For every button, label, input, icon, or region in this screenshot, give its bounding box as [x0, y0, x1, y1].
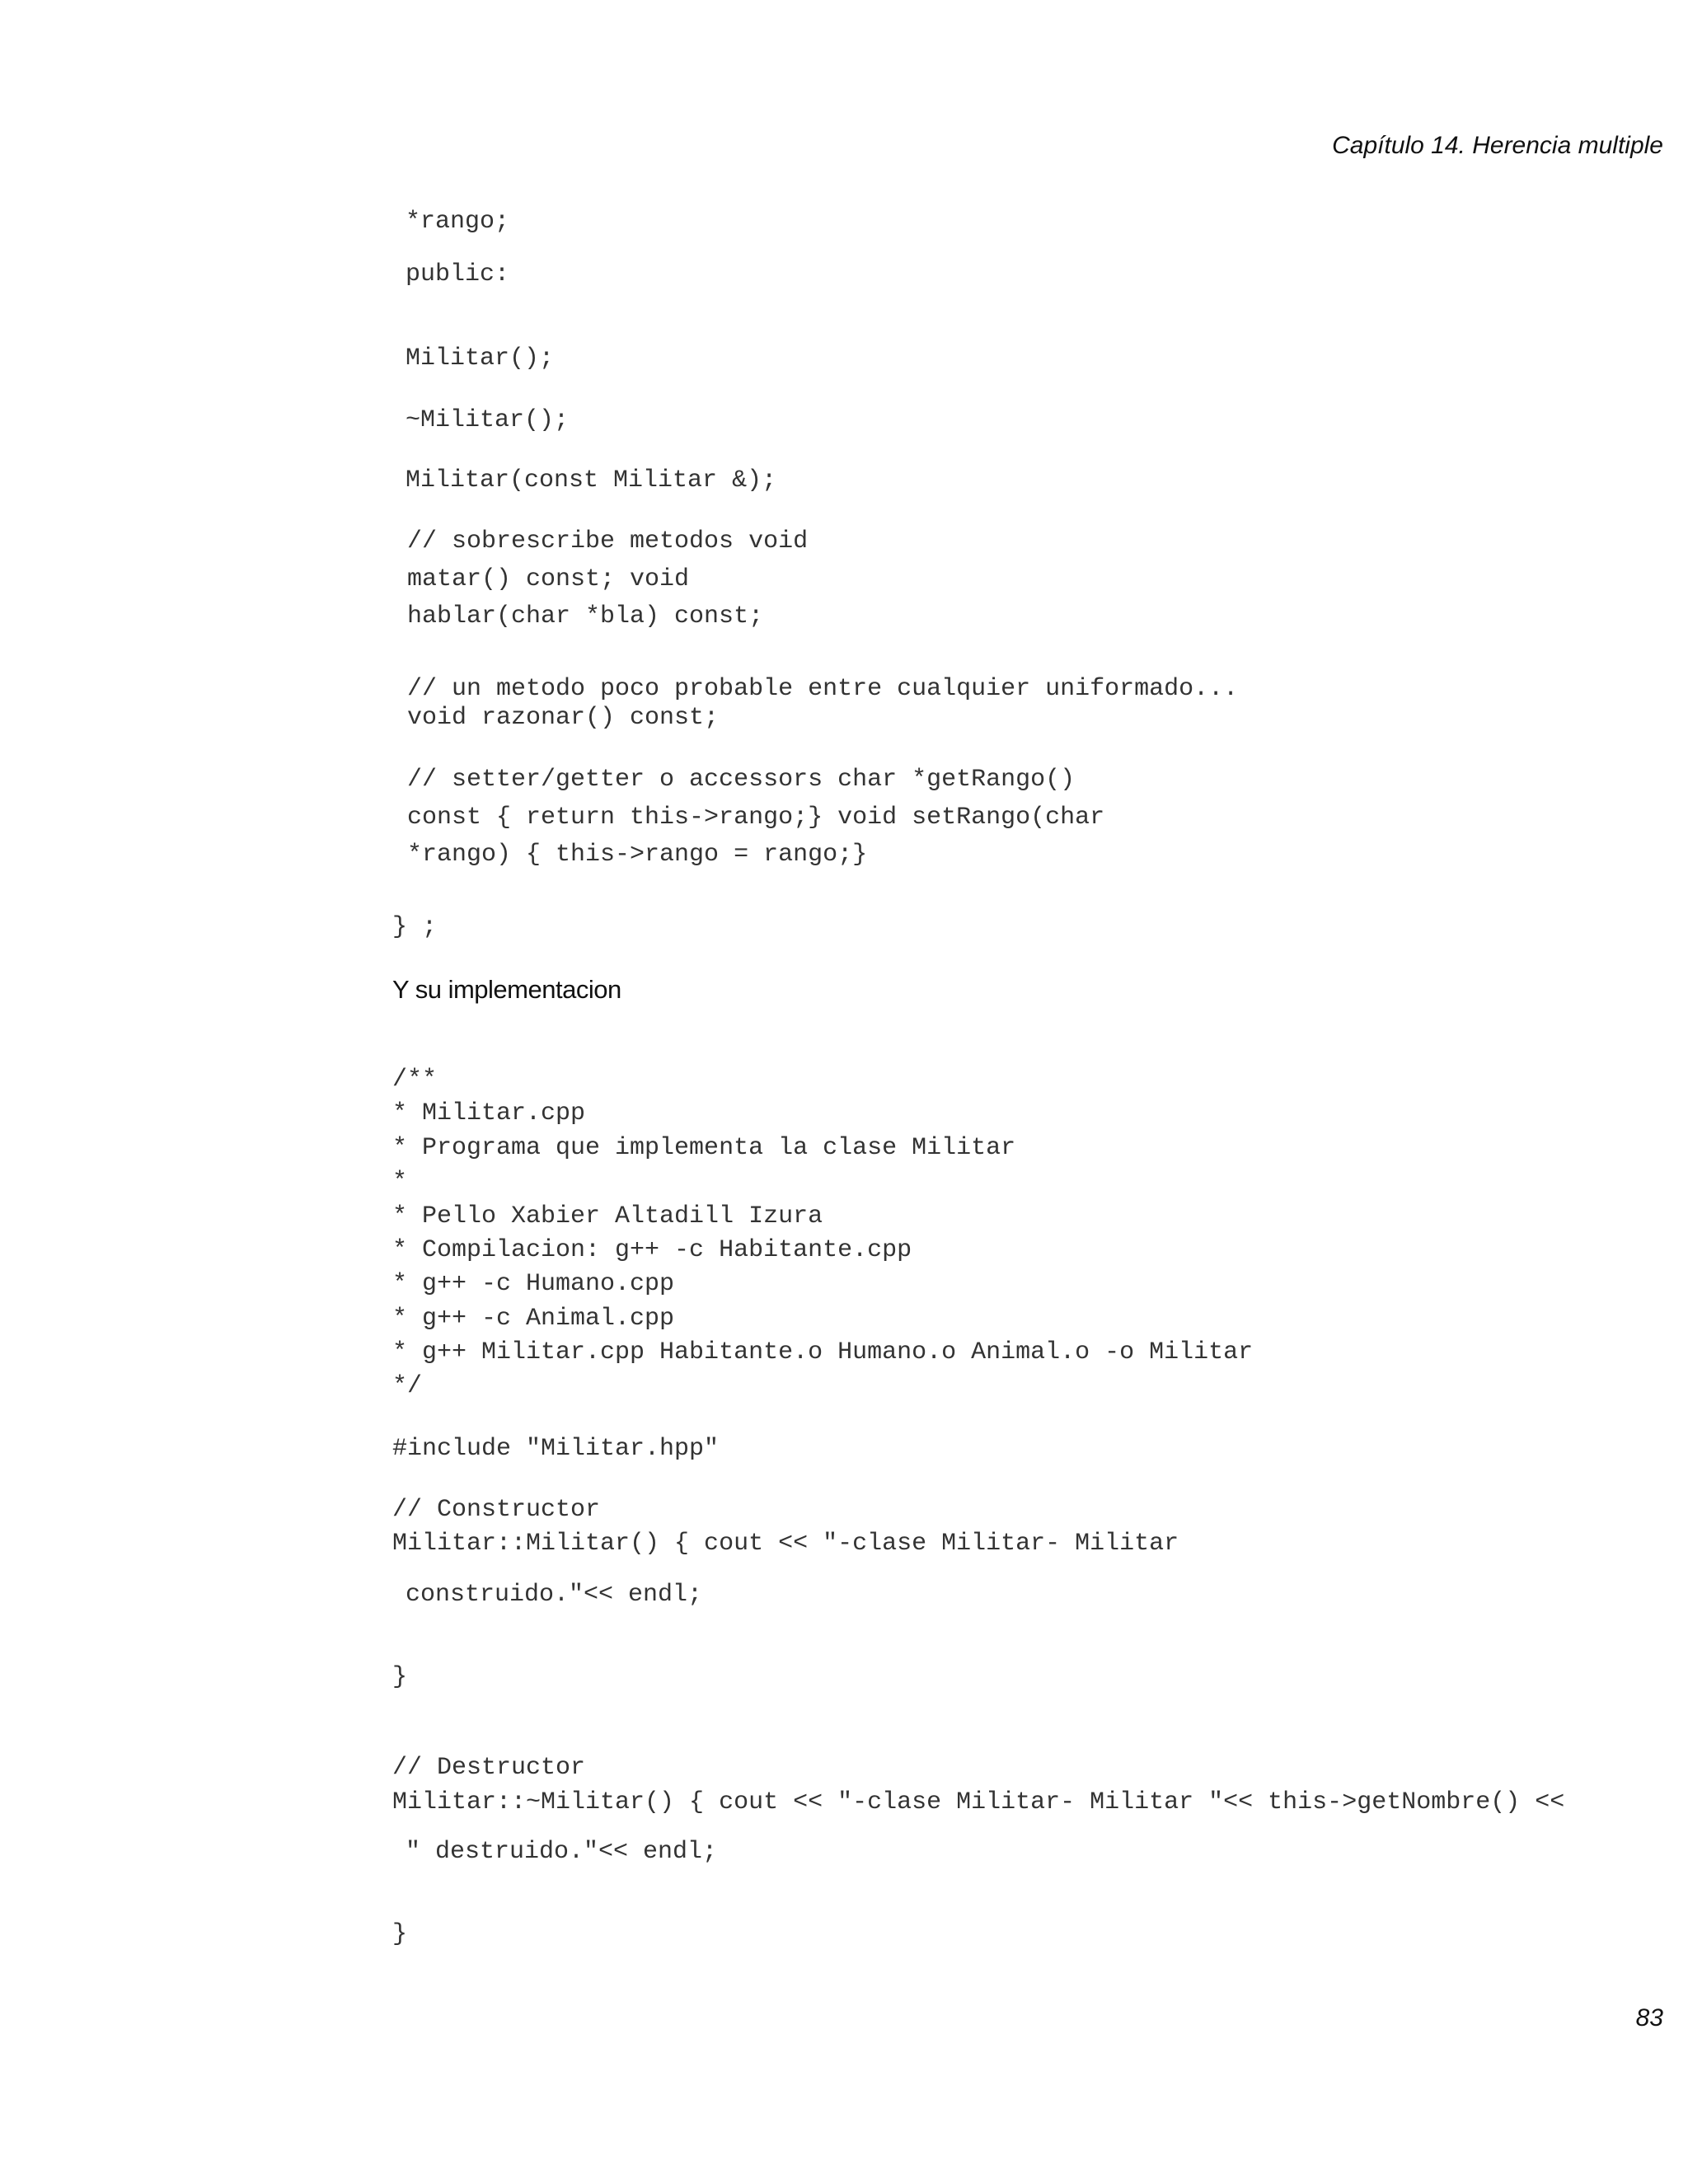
code-line: matar() const; void	[407, 565, 690, 593]
code-line: Militar(const Militar &);	[406, 466, 777, 494]
code-line: Militar::~Militar() { cout << "-clase Militar- Militar "<< this->getNombre() <<	[392, 1788, 1565, 1816]
code-comment: * Programa que implementa la clase Militar	[392, 1134, 1016, 1162]
code-line: Militar();	[406, 344, 555, 373]
code-comment: * g++ Militar.cpp Habitante.o Humano.o Animal.o -o Militar	[392, 1338, 1254, 1366]
code-comment: * Pello Xabier Altadill Izura	[392, 1202, 823, 1230]
code-line: const { return this->rango;} void setRango(char	[407, 804, 1105, 832]
code-line: *rango;	[406, 208, 510, 236]
code-line: Militar::Militar() { cout << "-clase Militar- Militar	[392, 1530, 1179, 1558]
page-number: 83	[1635, 2004, 1663, 2032]
code-line: } ;	[392, 913, 438, 941]
code-comment: // Constructor	[392, 1496, 601, 1524]
code-line: " destruido."<< endl;	[406, 1838, 718, 1866]
running-header: Capítulo 14. Herencia multiple	[1332, 132, 1663, 159]
code-line: }	[392, 1663, 408, 1691]
code-comment: // sobrescribe metodos void	[407, 527, 809, 555]
code-comment: // Destructor	[392, 1754, 586, 1782]
code-comment: /**	[392, 1066, 438, 1094]
code-line: public:	[406, 260, 510, 288]
code-comment: * g++ -c Animal.cpp	[392, 1305, 675, 1333]
code-comment: */	[392, 1372, 423, 1400]
code-comment: *	[392, 1168, 408, 1196]
code-line: void razonar() const;	[407, 704, 720, 732]
code-line: hablar(char *bla) const;	[407, 602, 764, 630]
code-line: construido."<< endl;	[406, 1581, 703, 1609]
code-line: }	[392, 1920, 408, 1948]
code-comment: * Militar.cpp	[392, 1099, 586, 1127]
paragraph-text: Y su implementacion	[392, 975, 621, 1004]
code-line: *rango) { this->rango = rango;}	[407, 841, 868, 869]
code-comment: // setter/getter o accessors char *getRango()	[407, 766, 1076, 794]
code-comment: * Compilacion: g++ -c Habitante.cpp	[392, 1236, 912, 1264]
code-line: #include "Militar.hpp"	[392, 1435, 720, 1463]
code-comment: * g++ -c Humano.cpp	[392, 1270, 675, 1298]
code-comment: // un metodo poco probable entre cualquier uniformado...	[407, 675, 1239, 703]
code-line: ~Militar();	[406, 406, 570, 434]
